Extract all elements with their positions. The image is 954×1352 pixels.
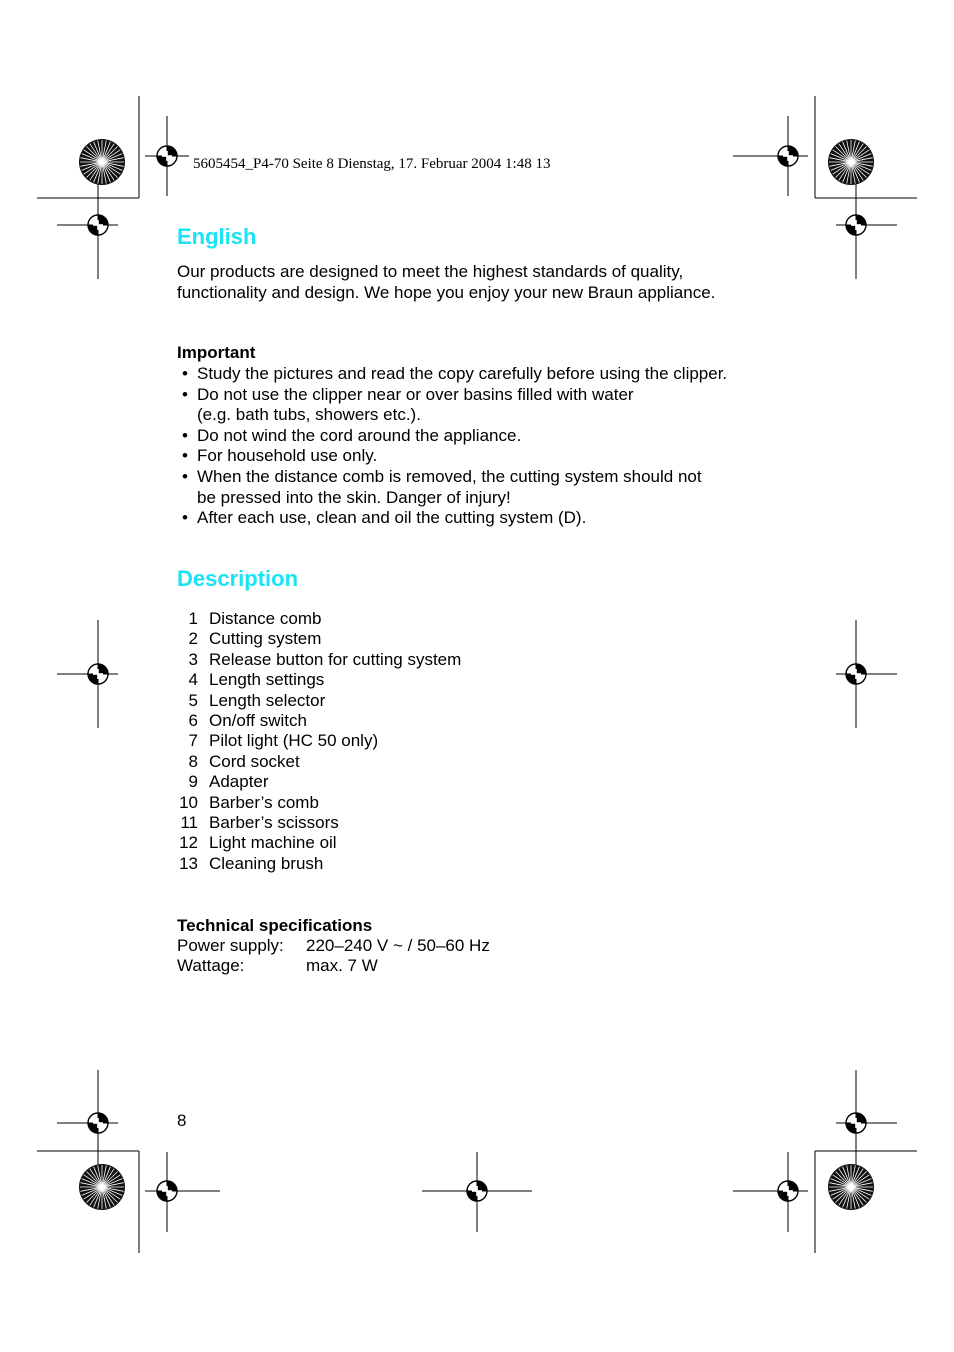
spec-value: max. 7 W: [306, 956, 378, 976]
bullet-text: • When the distance comb is removed, the cutting system should not: [197, 466, 702, 486]
item-number: 13: [179, 853, 198, 873]
item-label: Cord socket: [209, 751, 300, 771]
bullet-item: [177, 446, 727, 467]
item-number: 10: [179, 792, 198, 812]
item-label: Cutting system: [209, 629, 322, 649]
intro-line: Our products are designed to meet the highest standards of quality,: [177, 262, 684, 281]
list-item: [177, 813, 461, 833]
item-number: 11: [180, 813, 198, 833]
bullet-text: • For household use only.: [197, 446, 378, 466]
item-label: Cleaning brush: [209, 853, 324, 873]
item-label: Barber’s comb: [209, 792, 319, 812]
bullet-item: [177, 364, 727, 385]
item-label: Light machine oil: [209, 833, 337, 853]
bullet-text: • Do not use the clipper near or over basins filled with water: [197, 384, 634, 404]
list-item: [177, 752, 461, 772]
bullet-text: • After each use, clean and oil the cutting system (D).: [197, 508, 587, 528]
bullet-item: [177, 385, 727, 426]
list-item: [177, 731, 461, 751]
bullet-text: • Study the pictures and read the copy carefully before using the clipper.: [197, 364, 728, 383]
page-number: 8: [177, 1111, 187, 1130]
print-slug-line: 5605454_P4-70 Seite 8 Dienstag, 17. Februar 2004 1:48 13: [193, 156, 551, 172]
spec-label: Power supply:: [177, 936, 284, 955]
list-item: [177, 650, 461, 670]
list-item: [177, 691, 461, 711]
list-item: [177, 793, 461, 813]
spec-row: [177, 936, 490, 956]
item-number: 6: [188, 711, 198, 731]
bullet-text: • Do not wind the cord around the appliance.: [197, 425, 522, 445]
specs-heading: Technical specifications: [177, 916, 373, 935]
bullet-item: [177, 426, 727, 447]
list-item: [177, 670, 461, 690]
item-label: Length settings: [209, 670, 325, 690]
list-item: [177, 833, 461, 853]
list-item: [177, 629, 461, 649]
intro-paragraph: [177, 261, 817, 303]
bullet-text: be pressed into the skin. Danger of injury!: [197, 487, 511, 507]
item-label: Distance comb: [209, 609, 322, 628]
item-label: On/off switch: [209, 711, 307, 731]
list-item: [177, 609, 461, 629]
important-heading: Important: [177, 343, 256, 362]
list-item: [177, 854, 461, 874]
spec-value: 220–240 V ~ / 50–60 Hz: [306, 936, 490, 955]
item-label: Length selector: [209, 690, 326, 710]
item-number: 8: [188, 751, 198, 771]
item-number: 5: [188, 690, 198, 710]
item-number: 1: [188, 609, 198, 628]
item-number: 12: [179, 833, 198, 853]
list-item: [177, 772, 461, 792]
item-number: 7: [188, 731, 198, 751]
item-label: Pilot light (HC 50 only): [209, 731, 379, 751]
bullet-text: (e.g. bath tubs, showers etc.).: [197, 405, 421, 425]
important-list: [177, 364, 727, 529]
spec-row: [177, 956, 490, 976]
bullet-item: [177, 467, 727, 508]
bullet-item: [177, 508, 727, 529]
item-label: Barber’s scissors: [209, 813, 339, 833]
english-heading: English: [177, 224, 257, 249]
list-item: [177, 711, 461, 731]
specs-table: [177, 936, 490, 977]
description-heading: Description: [177, 566, 299, 591]
item-number: 9: [188, 772, 198, 792]
item-label: Release button for cutting system: [209, 649, 462, 669]
description-list: [177, 609, 461, 874]
item-number: 2: [188, 629, 198, 649]
intro-line: functionality and design. We hope you enjoy your new Braun appliance.: [177, 283, 716, 302]
item-number: 4: [188, 670, 198, 690]
item-label: Adapter: [209, 772, 269, 792]
spec-label: Wattage:: [177, 956, 245, 976]
item-number: 3: [188, 649, 198, 669]
